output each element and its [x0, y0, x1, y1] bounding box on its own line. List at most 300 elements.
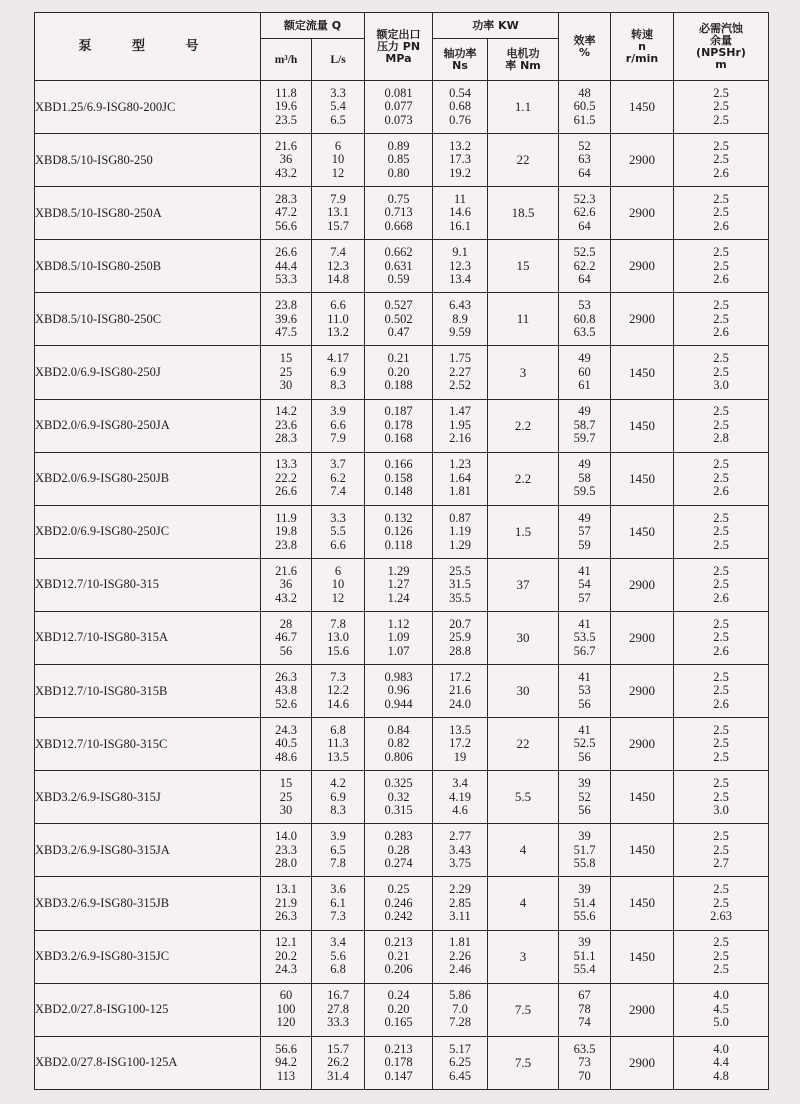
cell-flow-ls-value: 10 — [331, 577, 345, 592]
cell-flow-m3h-value: 21.9 — [275, 895, 297, 910]
cell-pressure-value: 0.20 — [387, 364, 410, 379]
cell-shaft-power — [433, 1036, 488, 1089]
cell-pressure-value: 0.081 — [384, 85, 413, 100]
cell-efficiency-value: 52 — [578, 138, 591, 153]
cell-efficiency-value: 57 — [578, 524, 591, 539]
cell-model: XBD12.7/10-ISG80-315A — [35, 611, 261, 664]
cell-motor-power: 22 — [488, 134, 559, 187]
cell-pressure-value: 1.29 — [387, 563, 410, 578]
cell-flow-ls-value: 12 — [331, 590, 345, 605]
cell-motor-power: 4 — [488, 877, 559, 930]
cell-npsh-value: 2.5 — [713, 935, 729, 950]
cell-shaft-power — [433, 558, 488, 611]
cell-shaft-power — [433, 452, 488, 505]
cell-efficiency-value: 67 — [578, 988, 591, 1003]
cell-efficiency — [559, 771, 611, 824]
cell-npsh-value: 2.5 — [713, 470, 729, 485]
cell-shaft-power-value: 28.8 — [449, 643, 471, 658]
cell-flow-m3h-value: 11.9 — [275, 510, 297, 525]
header-pressure-unit: MPa — [385, 51, 412, 65]
cell-speed: 1450 — [611, 771, 674, 824]
cell-flow-ls — [312, 718, 365, 771]
cell-flow-m3h-value: 30 — [279, 378, 293, 393]
cell-shaft-power — [433, 81, 488, 134]
cell-npsh-value: 2.6 — [713, 165, 729, 180]
table-row — [35, 718, 769, 771]
cell-npsh-value: 2.5 — [713, 417, 729, 432]
cell-pressure — [365, 611, 433, 664]
cell-efficiency-value: 52.3 — [573, 191, 596, 206]
cell-flow-m3h-value: 39.6 — [275, 311, 297, 326]
cell-efficiency-value: 52.5 — [573, 736, 596, 751]
cell-npsh-value: 2.5 — [713, 191, 729, 206]
cell-flow-ls-value: 16.7 — [327, 988, 349, 1003]
cell-motor-power: 3 — [488, 346, 559, 399]
header-flow-m3h: m³/h — [261, 39, 312, 81]
cell-pressure-value: 0.59 — [387, 272, 410, 287]
cell-efficiency — [559, 399, 611, 452]
cell-npsh-value: 2.5 — [713, 404, 729, 419]
cell-model: XBD12.7/10-ISG80-315C — [35, 718, 261, 771]
cell-pressure — [365, 771, 433, 824]
cell-motor-power: 1.1 — [488, 81, 559, 134]
cell-flow-ls-value: 7.4 — [330, 484, 346, 499]
cell-npsh-value: 2.5 — [713, 152, 729, 167]
cell-flow-m3h-value: 60 — [279, 988, 293, 1003]
cell-flow-ls-value: 3.3 — [330, 85, 346, 100]
header-model: 泵 型 号 — [35, 13, 261, 81]
cell-efficiency-value: 39 — [578, 829, 591, 844]
cell-shaft-power-value: 12.3 — [449, 258, 471, 273]
header-row-top — [35, 13, 769, 39]
cell-npsh-value: 4.0 — [713, 988, 729, 1003]
cell-shaft-power-value: 17.2 — [449, 669, 471, 684]
cell-flow-ls-value: 4.2 — [330, 776, 346, 791]
cell-npsh — [674, 611, 769, 664]
cell-npsh-value: 2.5 — [713, 351, 729, 366]
cell-npsh-value: 2.6 — [713, 696, 729, 711]
cell-model: XBD8.5/10-ISG80-250A — [35, 187, 261, 240]
cell-efficiency-value: 64 — [578, 218, 591, 233]
cell-flow-m3h-value: 23.6 — [275, 417, 297, 432]
cell-shaft-power-value: 17.2 — [449, 736, 471, 751]
cell-flow-m3h-value: 120 — [276, 1015, 296, 1030]
cell-efficiency-value: 58 — [578, 470, 591, 485]
cell-flow-ls — [312, 771, 365, 824]
cell-npsh-value: 3.0 — [713, 378, 729, 393]
cell-shaft-power — [433, 611, 488, 664]
cell-efficiency-value: 52.5 — [573, 245, 596, 260]
cell-pressure — [365, 983, 433, 1036]
cell-pressure-value: 0.32 — [387, 789, 410, 804]
cell-pressure — [365, 930, 433, 983]
cell-flow-m3h-value: 25 — [279, 789, 293, 804]
cell-pressure-value: 1.09 — [387, 630, 410, 645]
cell-shaft-power-value: 1.75 — [449, 351, 471, 366]
cell-speed: 1450 — [611, 399, 674, 452]
cell-shaft-power — [433, 240, 488, 293]
cell-shaft-power — [433, 505, 488, 558]
table-row — [35, 293, 769, 346]
cell-shaft-power — [433, 293, 488, 346]
cell-efficiency-value: 55.4 — [573, 962, 596, 977]
cell-npsh-value: 2.5 — [713, 510, 729, 525]
cell-shaft-power-value: 7.28 — [449, 1015, 471, 1030]
cell-npsh — [674, 293, 769, 346]
cell-flow-ls-value: 7.3 — [330, 669, 346, 684]
cell-efficiency — [559, 877, 611, 930]
cell-efficiency — [559, 665, 611, 718]
cell-pressure — [365, 505, 433, 558]
cell-flow-ls-value: 27.8 — [327, 1001, 349, 1016]
cell-motor-power: 7.5 — [488, 983, 559, 1036]
cell-npsh-value: 2.5 — [713, 99, 729, 114]
cell-flow-ls-value: 15.7 — [327, 1041, 349, 1056]
cell-pressure-value: 0.983 — [384, 669, 413, 684]
cell-speed: 1450 — [611, 81, 674, 134]
table-row — [35, 187, 769, 240]
cell-flow-m3h-value: 15 — [279, 776, 293, 791]
header-motor-power — [488, 39, 559, 81]
cell-speed: 2900 — [611, 665, 674, 718]
cell-npsh-value: 3.0 — [713, 803, 729, 818]
cell-pressure-value: 0.96 — [387, 683, 410, 698]
cell-npsh-value: 2.5 — [713, 722, 729, 737]
cell-shaft-power-value: 4.6 — [452, 803, 468, 818]
cell-flow-ls — [312, 240, 365, 293]
cell-speed: 2900 — [611, 718, 674, 771]
cell-pressure-value: 0.527 — [384, 298, 413, 313]
cell-flow-m3h-value: 113 — [276, 1068, 296, 1083]
cell-flow-m3h-value: 47.2 — [275, 205, 297, 220]
cell-efficiency-value: 60.5 — [573, 99, 596, 114]
cell-flow-ls-value: 15.7 — [327, 218, 349, 233]
cell-flow-m3h — [261, 718, 312, 771]
cell-efficiency — [559, 81, 611, 134]
cell-pressure-value: 0.944 — [384, 696, 413, 711]
cell-flow-m3h-value: 36 — [279, 577, 293, 592]
cell-pressure-value: 0.47 — [387, 325, 410, 340]
header-shaft-power — [433, 39, 488, 81]
table-body — [35, 81, 769, 1090]
cell-flow-m3h — [261, 558, 312, 611]
cell-pressure-value: 0.24 — [387, 988, 410, 1003]
table-row — [35, 240, 769, 293]
cell-flow-m3h — [261, 877, 312, 930]
cell-shaft-power-value: 14.6 — [449, 205, 471, 220]
header-flow-ls: L/s — [312, 39, 365, 81]
cell-flow-ls-value: 12.3 — [327, 258, 349, 273]
cell-pressure-value: 1.24 — [387, 590, 410, 605]
cell-pressure-value: 0.25 — [387, 882, 410, 897]
header-speed-unit: r/min — [625, 51, 659, 65]
cell-npsh-value: 4.5 — [713, 1001, 729, 1016]
cell-npsh — [674, 771, 769, 824]
cell-speed: 2900 — [611, 611, 674, 664]
cell-npsh — [674, 1036, 769, 1089]
cell-flow-m3h-value: 26.6 — [275, 484, 297, 499]
cell-efficiency-value: 49 — [578, 510, 591, 525]
cell-shaft-power-value: 2.85 — [449, 895, 471, 910]
cell-npsh-value: 2.5 — [713, 138, 729, 153]
cell-flow-m3h — [261, 505, 312, 558]
header-motor-top: 电机功 — [506, 46, 540, 60]
cell-efficiency-value: 61 — [578, 378, 591, 393]
cell-npsh — [674, 399, 769, 452]
cell-pressure-value: 0.242 — [384, 909, 413, 924]
cell-motor-power: 1.5 — [488, 505, 559, 558]
cell-model: XBD2.0/6.9-ISG80-250J — [35, 346, 261, 399]
cell-flow-ls-value: 7.8 — [330, 856, 346, 871]
cell-efficiency-value: 64 — [578, 165, 591, 180]
cell-pressure-value: 0.631 — [384, 258, 413, 273]
cell-efficiency — [559, 187, 611, 240]
cell-npsh-value: 2.5 — [713, 683, 729, 698]
cell-flow-m3h-value: 36 — [279, 152, 293, 167]
cell-shaft-power-value: 2.26 — [449, 948, 471, 963]
cell-flow-ls-value: 33.3 — [327, 1015, 349, 1030]
cell-shaft-power — [433, 346, 488, 399]
header-motor-unit: 率 Nm — [505, 58, 541, 72]
cell-efficiency — [559, 558, 611, 611]
cell-flow-m3h — [261, 81, 312, 134]
cell-pressure-value: 0.283 — [384, 829, 413, 844]
cell-npsh — [674, 558, 769, 611]
header-pressure-top: 额定出口 — [376, 27, 421, 41]
cell-flow-m3h-value: 13.1 — [275, 882, 297, 897]
cell-efficiency-value: 61.5 — [573, 112, 596, 127]
cell-shaft-power-value: 1.81 — [449, 935, 471, 950]
header-npsh-1: 必需汽蚀 — [699, 21, 743, 35]
cell-pressure-value: 0.168 — [384, 431, 413, 446]
cell-npsh-value: 2.6 — [713, 218, 729, 233]
cell-shaft-power-value: 0.54 — [449, 85, 471, 100]
cell-flow-m3h-value: 24.3 — [275, 722, 297, 737]
cell-pressure-value: 0.206 — [384, 962, 413, 977]
cell-npsh-value: 2.5 — [713, 85, 729, 100]
cell-flow-m3h-value: 28.0 — [275, 856, 297, 871]
cell-flow-m3h — [261, 346, 312, 399]
cell-shaft-power-value: 2.77 — [449, 829, 471, 844]
cell-motor-power: 15 — [488, 240, 559, 293]
cell-npsh — [674, 824, 769, 877]
cell-npsh-value: 5.0 — [713, 1015, 729, 1030]
cell-npsh-value: 2.5 — [713, 736, 729, 751]
cell-efficiency-value: 59.5 — [573, 484, 596, 499]
cell-npsh — [674, 877, 769, 930]
cell-shaft-power-value: 25.9 — [449, 630, 471, 645]
cell-efficiency-value: 39 — [578, 935, 591, 950]
cell-speed: 2900 — [611, 240, 674, 293]
cell-pressure-value: 0.274 — [384, 856, 413, 871]
cell-pressure-value: 0.165 — [384, 1015, 413, 1030]
cell-flow-m3h-value: 26.3 — [275, 669, 297, 684]
cell-efficiency-value: 70 — [578, 1068, 591, 1083]
cell-pressure-value: 0.28 — [387, 842, 410, 857]
cell-pressure-value: 0.178 — [384, 1055, 413, 1070]
cell-flow-m3h-value: 43.2 — [275, 165, 297, 180]
cell-flow-ls — [312, 187, 365, 240]
cell-flow-ls — [312, 134, 365, 187]
cell-shaft-power — [433, 771, 488, 824]
cell-flow-ls — [312, 505, 365, 558]
cell-flow-ls-value: 6 — [334, 138, 342, 153]
cell-shaft-power — [433, 930, 488, 983]
cell-flow-ls-value: 13.1 — [327, 205, 349, 220]
table-row — [35, 824, 769, 877]
header-power: 功率 KW — [433, 13, 559, 39]
cell-npsh-value: 2.5 — [713, 311, 729, 326]
cell-flow-ls — [312, 930, 365, 983]
cell-efficiency-value: 51.7 — [573, 842, 596, 857]
cell-pressure-value: 0.84 — [387, 722, 410, 737]
cell-shaft-power-value: 1.64 — [449, 470, 471, 485]
cell-flow-m3h-value: 26.3 — [275, 909, 297, 924]
cell-pressure-value: 0.325 — [384, 776, 413, 791]
header-shaft-top: 轴功率 — [443, 46, 477, 60]
cell-npsh-value: 2.5 — [713, 258, 729, 273]
cell-pressure-value: 0.806 — [384, 749, 413, 764]
header-npsh-4: m — [715, 57, 727, 71]
cell-npsh — [674, 983, 769, 1036]
table-row — [35, 452, 769, 505]
cell-shaft-power-value: 3.11 — [449, 909, 471, 924]
cell-shaft-power — [433, 134, 488, 187]
cell-pressure — [365, 134, 433, 187]
cell-efficiency-value: 53.5 — [573, 630, 596, 645]
cell-shaft-power-value: 3.43 — [449, 842, 471, 857]
cell-flow-m3h-value: 25 — [279, 364, 293, 379]
cell-flow-m3h-value: 15 — [279, 351, 293, 366]
header-speed-mid: n — [638, 39, 646, 53]
cell-motor-power: 7.5 — [488, 1036, 559, 1089]
cell-flow-ls-value: 6.9 — [330, 364, 346, 379]
cell-speed: 2900 — [611, 134, 674, 187]
cell-flow-ls-value: 6.8 — [330, 722, 346, 737]
cell-flow-m3h-value: 11.8 — [275, 85, 297, 100]
table-row — [35, 1036, 769, 1089]
cell-pressure-value: 0.502 — [384, 311, 413, 326]
cell-shaft-power-value: 7.0 — [452, 1001, 468, 1016]
cell-shaft-power-value: 8.9 — [452, 311, 468, 326]
header-pressure-mid: 压力 PN — [376, 39, 421, 53]
cell-pressure-value: 0.213 — [384, 1041, 413, 1056]
cell-shaft-power — [433, 824, 488, 877]
cell-flow-ls-value: 6.8 — [330, 962, 346, 977]
cell-flow-ls-value: 13.5 — [327, 749, 349, 764]
cell-shaft-power-value: 2.52 — [449, 378, 471, 393]
cell-flow-ls-value: 7.4 — [330, 245, 346, 260]
cell-shaft-power-value: 0.76 — [449, 112, 471, 127]
cell-flow-ls-value: 7.9 — [330, 431, 346, 446]
cell-npsh-value: 2.5 — [713, 789, 729, 804]
cell-pressure-value: 1.12 — [387, 616, 410, 631]
cell-shaft-power-value: 24.0 — [449, 696, 471, 711]
table-row — [35, 877, 769, 930]
cell-pressure — [365, 81, 433, 134]
cell-npsh-value: 2.5 — [713, 829, 729, 844]
header-eff-unit: % — [578, 45, 591, 59]
cell-shaft-power-value: 1.29 — [449, 537, 471, 552]
cell-npsh-value: 2.5 — [713, 630, 729, 645]
cell-efficiency-value: 73 — [578, 1055, 591, 1070]
cell-efficiency — [559, 718, 611, 771]
cell-flow-m3h-value: 53.3 — [275, 272, 297, 287]
cell-pressure-value: 0.166 — [384, 457, 413, 472]
cell-flow-m3h — [261, 665, 312, 718]
cell-flow-m3h — [261, 187, 312, 240]
cell-flow-ls — [312, 452, 365, 505]
cell-pressure-value: 0.158 — [384, 470, 413, 485]
cell-efficiency-value: 56 — [578, 803, 591, 818]
cell-efficiency — [559, 134, 611, 187]
cell-shaft-power-value: 1.81 — [449, 484, 471, 499]
cell-flow-ls-value: 3.4 — [330, 935, 346, 950]
cell-efficiency — [559, 293, 611, 346]
cell-pressure — [365, 1036, 433, 1089]
cell-efficiency-value: 59.7 — [573, 431, 596, 446]
cell-model: XBD3.2/6.9-ISG80-315JC — [35, 930, 261, 983]
cell-model: XBD2.0/6.9-ISG80-250JA — [35, 399, 261, 452]
cell-flow-ls-value: 15.6 — [327, 643, 349, 658]
cell-pressure — [365, 240, 433, 293]
cell-efficiency-value: 63.5 — [573, 1041, 596, 1056]
cell-pressure-value: 0.82 — [387, 736, 410, 751]
cell-npsh — [674, 134, 769, 187]
cell-flow-ls — [312, 558, 365, 611]
cell-motor-power: 4 — [488, 824, 559, 877]
cell-model: XBD3.2/6.9-ISG80-315JA — [35, 824, 261, 877]
cell-shaft-power-value: 13.5 — [449, 722, 471, 737]
cell-flow-ls — [312, 611, 365, 664]
cell-model: XBD8.5/10-ISG80-250C — [35, 293, 261, 346]
cell-pressure-value: 1.07 — [387, 643, 410, 658]
cell-pressure-value: 1.27 — [387, 577, 410, 592]
cell-efficiency-value: 55.6 — [573, 909, 596, 924]
cell-efficiency — [559, 346, 611, 399]
cell-pressure-value: 0.178 — [384, 417, 413, 432]
cell-flow-ls-value: 5.5 — [330, 524, 346, 539]
cell-speed: 1450 — [611, 346, 674, 399]
cell-flow-ls-value: 12.2 — [327, 683, 349, 698]
cell-flow-m3h-value: 30 — [279, 803, 293, 818]
cell-flow-m3h — [261, 293, 312, 346]
cell-npsh-value: 2.5 — [713, 112, 729, 127]
cell-flow-ls — [312, 346, 365, 399]
cell-flow-m3h-value: 23.3 — [275, 842, 297, 857]
cell-motor-power: 2.2 — [488, 452, 559, 505]
cell-flow-m3h-value: 21.6 — [275, 563, 297, 578]
table-row — [35, 558, 769, 611]
cell-flow-ls — [312, 1036, 365, 1089]
cell-efficiency-value: 74 — [578, 1015, 591, 1030]
cell-efficiency-value: 54 — [578, 577, 591, 592]
cell-pressure-value: 0.21 — [387, 948, 410, 963]
cell-efficiency-value: 58.7 — [573, 417, 596, 432]
cell-flow-ls-value: 6.5 — [330, 112, 346, 127]
cell-shaft-power — [433, 983, 488, 1036]
cell-flow-m3h-value: 26.6 — [275, 245, 297, 260]
cell-npsh — [674, 505, 769, 558]
cell-flow-ls-value: 13.2 — [327, 325, 349, 340]
table-row — [35, 81, 769, 134]
cell-pressure — [365, 346, 433, 399]
cell-pressure-value: 0.187 — [384, 404, 413, 419]
cell-npsh-value: 2.5 — [713, 457, 729, 472]
cell-pressure-value: 0.85 — [387, 152, 410, 167]
cell-npsh — [674, 240, 769, 293]
cell-npsh — [674, 718, 769, 771]
